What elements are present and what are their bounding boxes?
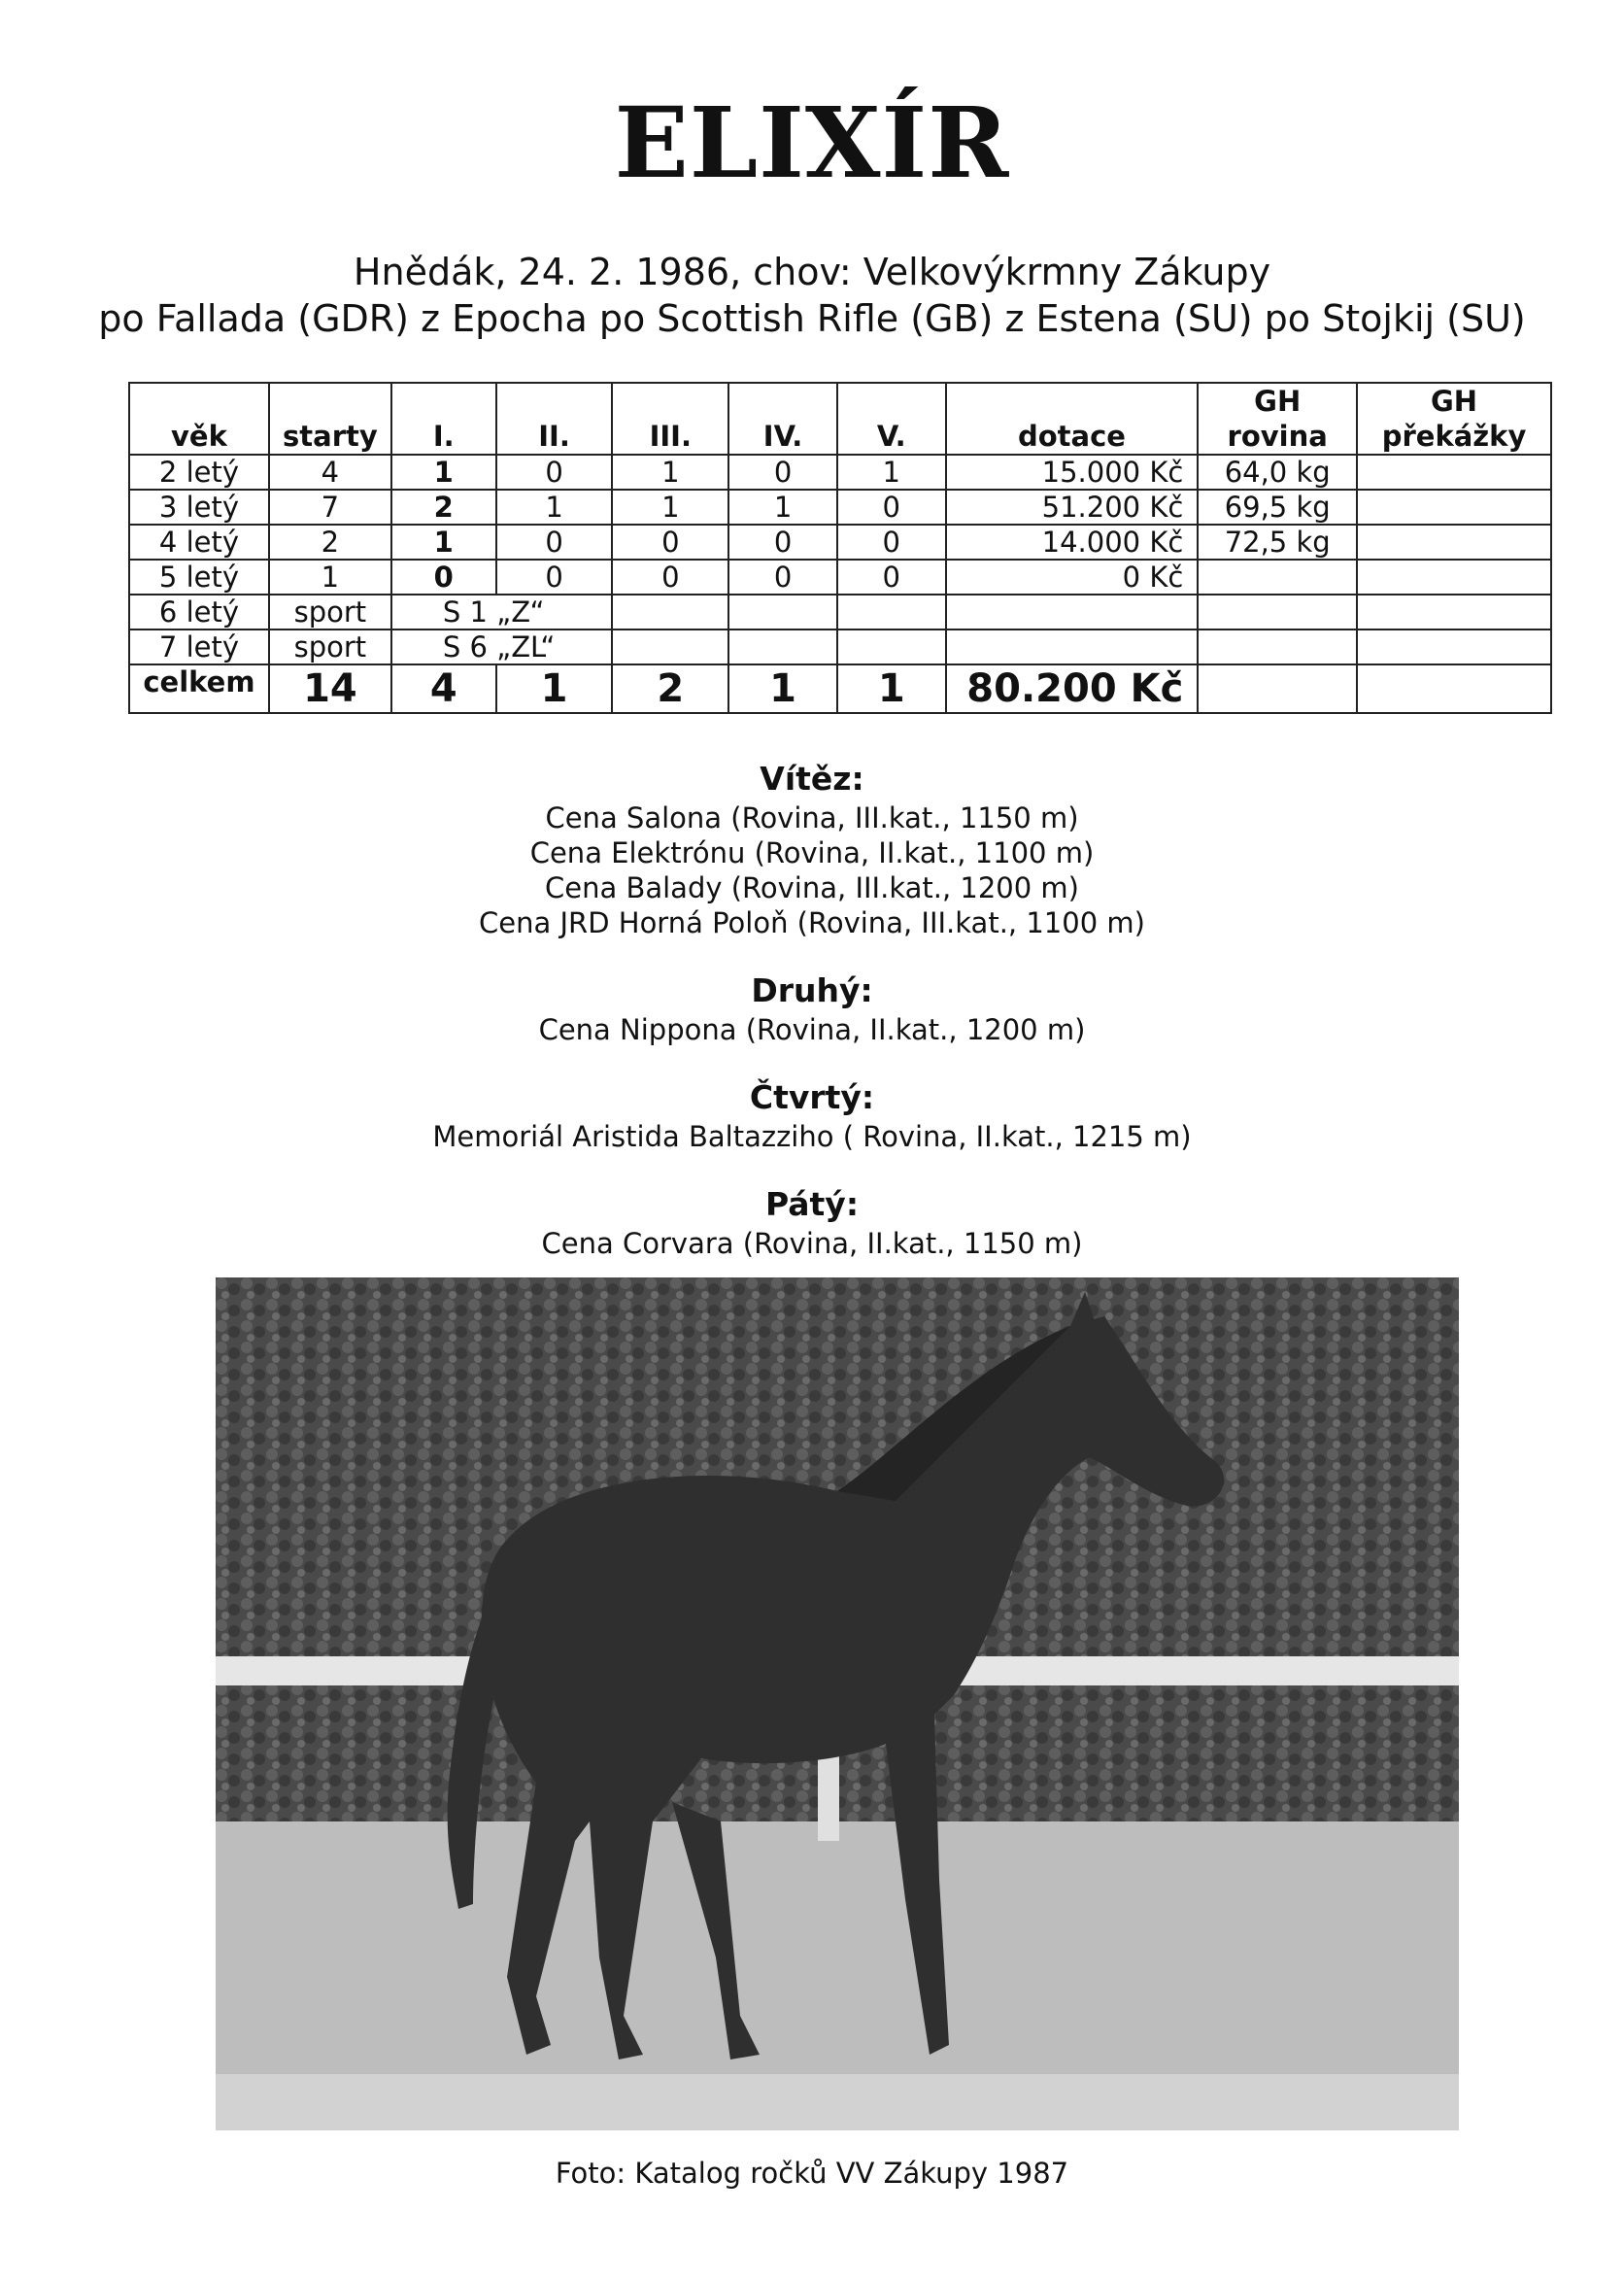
sport-note-cell: S 1 „Z“ bbox=[391, 595, 613, 630]
total-label: celkem bbox=[129, 664, 269, 713]
header-age: věk bbox=[129, 383, 269, 455]
header-gh-flat-bottom: rovina bbox=[1227, 420, 1328, 453]
table-row bbox=[129, 455, 1551, 490]
fourth-place-heading: Čtvrtý: bbox=[749, 1078, 875, 1116]
starts-cell: sport bbox=[269, 595, 391, 630]
fifth-place-heading: Pátý: bbox=[764, 1185, 860, 1223]
gh-flat-cell: 72,5 kg bbox=[1198, 525, 1357, 560]
fourth-place-section bbox=[0, 1076, 1624, 1154]
third-cell: 0 bbox=[612, 560, 728, 595]
header-gh-jump-bottom: překážky bbox=[1381, 420, 1527, 453]
list-item: Cena JRD Horná Poloň (Rovina, III.kat., 1100 m) bbox=[479, 906, 1145, 939]
photo-caption: Foto: Katalog ročků VV Zákupy 1987 bbox=[555, 2157, 1069, 2190]
starts-cell: 2 bbox=[269, 525, 391, 560]
sport-note-cell: S 6 „ZL“ bbox=[391, 630, 613, 664]
prize-cell: 15.000 Kč bbox=[946, 455, 1199, 490]
list-item: Memoriál Aristida Baltazziho ( Rovina, II.kat., 1215 m) bbox=[432, 1120, 1192, 1153]
header-gh-flat-top: GH bbox=[1254, 385, 1302, 418]
age-cell: 5 letý bbox=[129, 560, 269, 595]
header-third: III. bbox=[612, 383, 728, 455]
list-item: Cena Nippona (Rovina, II.kat., 1200 m) bbox=[538, 1013, 1086, 1046]
winner-section bbox=[0, 758, 1624, 940]
first-cell: 1 bbox=[391, 525, 496, 560]
pedigree-line: po Fallada (GDR) z Epocha po Scottish Rifle (GB) z Estena (SU) po Stojkij (SU) bbox=[98, 297, 1526, 340]
horse-photo bbox=[216, 1277, 1459, 2130]
header-gh-jump-top: GH bbox=[1431, 385, 1478, 418]
starts-cell: 7 bbox=[269, 490, 391, 525]
list-item: Cena Balady (Rovina, III.kat., 1200 m) bbox=[545, 871, 1079, 904]
fourth-cell: 0 bbox=[728, 560, 837, 595]
header-starts: starty bbox=[269, 383, 391, 455]
second-cell: 0 bbox=[496, 560, 613, 595]
gh-jump-cell bbox=[1357, 490, 1551, 525]
fifth-cell: 0 bbox=[837, 525, 946, 560]
starts-cell: sport bbox=[269, 630, 391, 664]
starts-cell: 1 bbox=[269, 560, 391, 595]
header-fifth: V. bbox=[837, 383, 946, 455]
table-row bbox=[129, 525, 1551, 560]
first-cell: 0 bbox=[391, 560, 496, 595]
total-fourth: 1 bbox=[728, 664, 837, 713]
header-first: I. bbox=[391, 383, 496, 455]
table-row bbox=[129, 560, 1551, 595]
third-cell: 0 bbox=[612, 525, 728, 560]
fifth-cell: 1 bbox=[837, 455, 946, 490]
gh-flat-cell: 69,5 kg bbox=[1198, 490, 1357, 525]
third-cell: 1 bbox=[612, 490, 728, 525]
fourth-cell: 1 bbox=[728, 490, 837, 525]
page-title: ELIXÍR bbox=[614, 85, 1010, 200]
header-gh-jump bbox=[1357, 383, 1551, 455]
fifth-cell: 0 bbox=[837, 560, 946, 595]
total-starts: 14 bbox=[269, 664, 391, 713]
table-total-row bbox=[129, 664, 1551, 713]
second-cell: 0 bbox=[496, 525, 613, 560]
horse-info-line: Hnědák, 24. 2. 1986, chov: Velkovýkrmny Zákupy bbox=[353, 251, 1271, 293]
fifth-cell: 0 bbox=[837, 490, 946, 525]
gh-jump-cell bbox=[1357, 455, 1551, 490]
second-cell: 0 bbox=[496, 455, 613, 490]
gh-jump-cell bbox=[1357, 525, 1551, 560]
total-third: 2 bbox=[612, 664, 728, 713]
winner-heading: Vítěz: bbox=[760, 760, 864, 798]
list-item: Cena Salona (Rovina, III.kat., 1150 m) bbox=[545, 801, 1079, 834]
table-row bbox=[129, 490, 1551, 525]
header-fourth: IV. bbox=[728, 383, 837, 455]
second-cell: 1 bbox=[496, 490, 613, 525]
second-place-heading: Druhý: bbox=[751, 971, 873, 1009]
fourth-cell: 0 bbox=[728, 525, 837, 560]
age-cell: 3 letý bbox=[129, 490, 269, 525]
table-row bbox=[129, 595, 1551, 630]
header-gh-flat bbox=[1198, 383, 1357, 455]
total-fifth: 1 bbox=[837, 664, 946, 713]
third-cell: 1 bbox=[612, 455, 728, 490]
starts-cell: 4 bbox=[269, 455, 391, 490]
list-item: Cena Corvara (Rovina, II.kat., 1150 m) bbox=[541, 1227, 1083, 1260]
race-stats-table bbox=[128, 382, 1552, 714]
first-cell: 1 bbox=[391, 455, 496, 490]
total-first: 4 bbox=[391, 664, 496, 713]
total-prize: 80.200 Kč bbox=[946, 664, 1199, 713]
gh-jump-cell bbox=[1357, 560, 1551, 595]
age-cell: 7 letý bbox=[129, 630, 269, 664]
header-second: II. bbox=[496, 383, 613, 455]
first-cell: 2 bbox=[391, 490, 496, 525]
age-cell: 2 letý bbox=[129, 455, 269, 490]
table-row bbox=[129, 630, 1551, 664]
table-header-row bbox=[129, 383, 1551, 455]
gh-flat-cell: 64,0 kg bbox=[1198, 455, 1357, 490]
gh-flat-cell bbox=[1198, 560, 1357, 595]
total-second: 1 bbox=[496, 664, 613, 713]
prize-cell: 14.000 Kč bbox=[946, 525, 1199, 560]
list-item: Cena Elektrónu (Rovina, II.kat., 1100 m) bbox=[529, 836, 1095, 869]
second-place-section bbox=[0, 970, 1624, 1047]
prize-cell: 51.200 Kč bbox=[946, 490, 1199, 525]
fourth-cell: 0 bbox=[728, 455, 837, 490]
header-prize: dotace bbox=[946, 383, 1199, 455]
fifth-place-section bbox=[0, 1183, 1624, 1261]
age-cell: 4 letý bbox=[129, 525, 269, 560]
age-cell: 6 letý bbox=[129, 595, 269, 630]
prize-cell: 0 Kč bbox=[946, 560, 1199, 595]
